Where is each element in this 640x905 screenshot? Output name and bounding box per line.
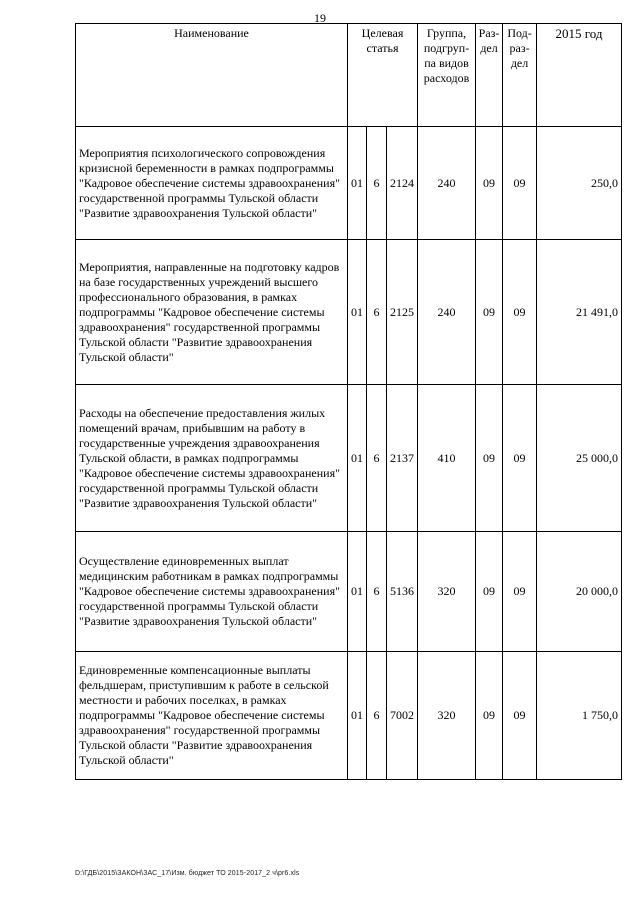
row-code1: 01 bbox=[348, 385, 367, 532]
row-subsection: 09 bbox=[503, 240, 537, 385]
row-code2: 6 bbox=[367, 127, 387, 240]
table-row bbox=[76, 532, 622, 652]
row-group: 320 bbox=[418, 652, 476, 780]
row-group: 320 bbox=[418, 532, 476, 652]
row-amount: 250,0 bbox=[537, 127, 622, 240]
row-code3: 5136 bbox=[387, 532, 418, 652]
page-number: 19 bbox=[314, 11, 326, 25]
table-row bbox=[76, 240, 622, 385]
row-amount: 21 491,0 bbox=[537, 240, 622, 385]
table-header-row bbox=[76, 24, 622, 127]
row-name: Осуществление единовременных выплат медицинским работникам в рамках подпрограммы "Кадровое обеспечение системы здравоохранения" государственной программы Тульской области "Развитие здравоохранения Тульской области" bbox=[76, 532, 348, 652]
header-group: Группа, подгруп-па видов расходов bbox=[418, 24, 476, 127]
row-subsection: 09 bbox=[503, 652, 537, 780]
budget-table bbox=[75, 23, 622, 780]
header-target-article: Целевая статья bbox=[348, 24, 418, 127]
row-name: Единовременные компенсационные выплаты фельдшерам, приступившим к работе в сельской местности и рабочих поселках, в рамках подпрограммы "Кадровое обеспечение системы здравоохранения" государственной программы Тульской области "Развитие здравоохранения Тульской области" bbox=[76, 652, 348, 780]
row-subsection: 09 bbox=[503, 532, 537, 652]
row-code2: 6 bbox=[367, 240, 387, 385]
row-amount: 25 000,0 bbox=[537, 385, 622, 532]
row-code3: 7002 bbox=[387, 652, 418, 780]
row-subsection: 09 bbox=[503, 127, 537, 240]
row-section: 09 bbox=[476, 652, 503, 780]
row-section: 09 bbox=[476, 385, 503, 532]
table-row bbox=[76, 385, 622, 532]
table-row bbox=[76, 652, 622, 780]
header-year: 2015 год bbox=[537, 24, 622, 127]
row-code1: 01 bbox=[348, 652, 367, 780]
row-section: 09 bbox=[476, 127, 503, 240]
row-code1: 01 bbox=[348, 240, 367, 385]
file-path-footer: D:\ГДБ\2015\ЗАКОН\ЗАС_17\Изм. бюджет ТО 2015-2017_2 ч\pr6.xls bbox=[75, 870, 300, 877]
row-code2: 6 bbox=[367, 532, 387, 652]
row-code3: 2125 bbox=[387, 240, 418, 385]
row-code2: 6 bbox=[367, 385, 387, 532]
row-name: Расходы на обеспечение предоставления жилых помещений врачам, прибывшим на работу в государственные учреждения здравоохранения Тульской области, в рамках подпрограммы "Кадровое обеспечение системы здравоохранения" государственной программы Тульской области "Развитие здравоохранения Тульской области" bbox=[76, 385, 348, 532]
row-name: Мероприятия, направленные на подготовку кадров на базе государственных учреждений высшего профессионального образования, в рамках подпрограммы "Кадровое обеспечение системы здравоохранения" государственной программы Тульской области "Развитие здравоохранения Тульской области" bbox=[76, 240, 348, 385]
row-group: 240 bbox=[418, 127, 476, 240]
row-section: 09 bbox=[476, 532, 503, 652]
row-subsection: 09 bbox=[503, 385, 537, 532]
table-row bbox=[76, 127, 622, 240]
row-name: Мероприятия психологического сопровождения кризисной беременности в рамках подпрограммы "Кадровое обеспечение системы здравоохранения" государственной программы Тульской области "Развитие здравоохранения Тульской области" bbox=[76, 127, 348, 240]
row-amount: 1 750,0 bbox=[537, 652, 622, 780]
row-code2: 6 bbox=[367, 652, 387, 780]
header-subsection: Под-раз-дел bbox=[503, 24, 537, 127]
row-code1: 01 bbox=[348, 127, 367, 240]
row-code1: 01 bbox=[348, 532, 367, 652]
header-section: Раз-дел bbox=[476, 24, 503, 127]
header-name: Наименование bbox=[76, 24, 348, 127]
row-code3: 2124 bbox=[387, 127, 418, 240]
row-section: 09 bbox=[476, 240, 503, 385]
row-group: 410 bbox=[418, 385, 476, 532]
row-group: 240 bbox=[418, 240, 476, 385]
row-amount: 20 000,0 bbox=[537, 532, 622, 652]
row-code3: 2137 bbox=[387, 385, 418, 532]
